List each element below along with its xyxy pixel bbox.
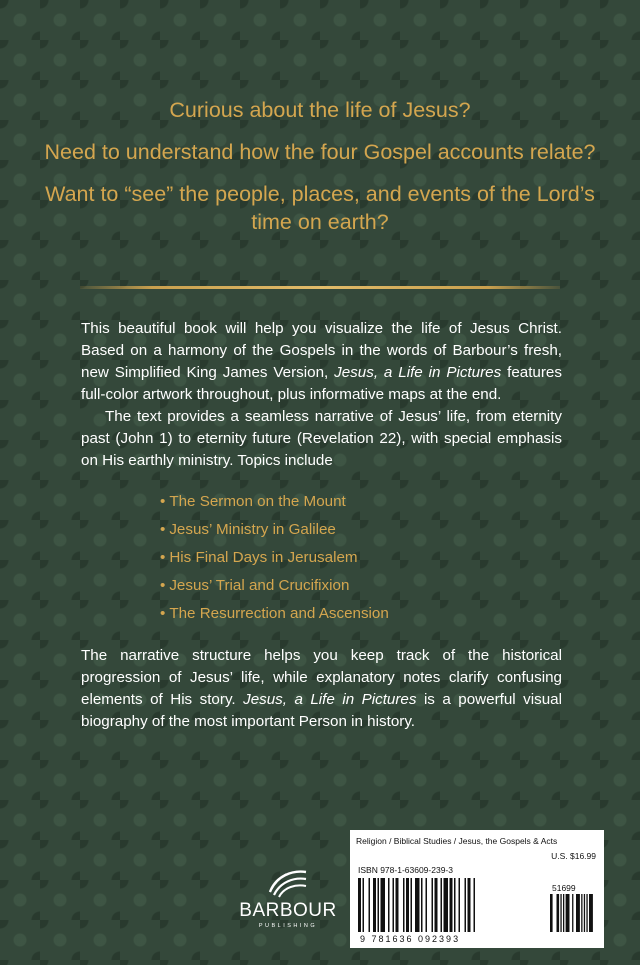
barcode-digits: 9 781636 092393	[360, 934, 461, 944]
topics-list	[160, 491, 389, 631]
bullet: •	[160, 605, 166, 622]
book-pages-icon	[266, 862, 310, 898]
question-1: Curious about the life of Jesus?	[169, 98, 471, 122]
intro-text	[81, 318, 562, 472]
topic-label: The Resurrection and Ascension	[169, 605, 389, 622]
list-item	[160, 603, 389, 629]
topic-label: Jesus’ Trial and Crucifixion	[169, 577, 350, 594]
price-label: U.S. $16.99	[551, 851, 596, 861]
topic-label: Jesus’ Ministry in Galilee	[169, 521, 336, 538]
intro-part2: features full-color artwork throughout, plus informative maps at the end.	[81, 364, 562, 403]
publisher-sub: PUBLISHING	[258, 923, 318, 929]
list-item	[160, 575, 389, 601]
headline-questions	[40, 96, 600, 250]
publisher-logo	[228, 862, 348, 929]
bullet: •	[160, 521, 166, 538]
closing-part1: The narrative structure helps you keep track of the historical progression of Jesus’ life, while explanatory notes clarify confusing elements of His story.	[81, 647, 562, 708]
barcode-box	[350, 830, 604, 948]
intro-part1: This beautiful book will help you visualize the life of Jesus Christ. Based on a harmony of the Gospels in the words of Barbour’s fresh, new Simplified King James Version,	[81, 320, 562, 381]
list-item	[160, 491, 389, 517]
list-item	[160, 519, 389, 545]
intro-paragraph-1	[81, 318, 562, 406]
book-title-italic: Jesus, a Life in Pictures	[334, 364, 502, 381]
topic-label: His Final Days in Jerusalem	[169, 549, 358, 566]
book-title-italic: Jesus, a Life in Pictures	[243, 691, 417, 708]
publisher-name: BARBOUR	[239, 900, 337, 921]
question-2: Need to understand how the four Gospel accounts relate?	[44, 140, 596, 164]
list-item	[160, 547, 389, 573]
isbn-label: ISBN 978-1-63609-239-3	[358, 865, 453, 875]
intro-paragraph-2: The text provides a seamless narrative of Jesus’ life, from eternity past (John 1) to eternity future (Revelation 22), with special emphasis on His earthly ministry. Topics include	[81, 408, 562, 469]
barcode-icon	[358, 878, 598, 936]
bullet: •	[160, 577, 166, 594]
bullet: •	[160, 549, 166, 566]
price-code-label: 51699	[552, 883, 576, 893]
gold-divider	[80, 286, 560, 289]
category-label: Religion / Biblical Studies / Jesus, the Gospels & Acts	[356, 836, 558, 846]
closing-part2: is a powerful visual biography of the most important Person in history.	[81, 691, 562, 730]
bullet: •	[160, 493, 166, 510]
question-3: Want to “see” the people, places, and events of the Lord’s time on earth?	[45, 182, 595, 234]
topic-label: The Sermon on the Mount	[169, 493, 346, 510]
closing-paragraph	[81, 645, 562, 733]
